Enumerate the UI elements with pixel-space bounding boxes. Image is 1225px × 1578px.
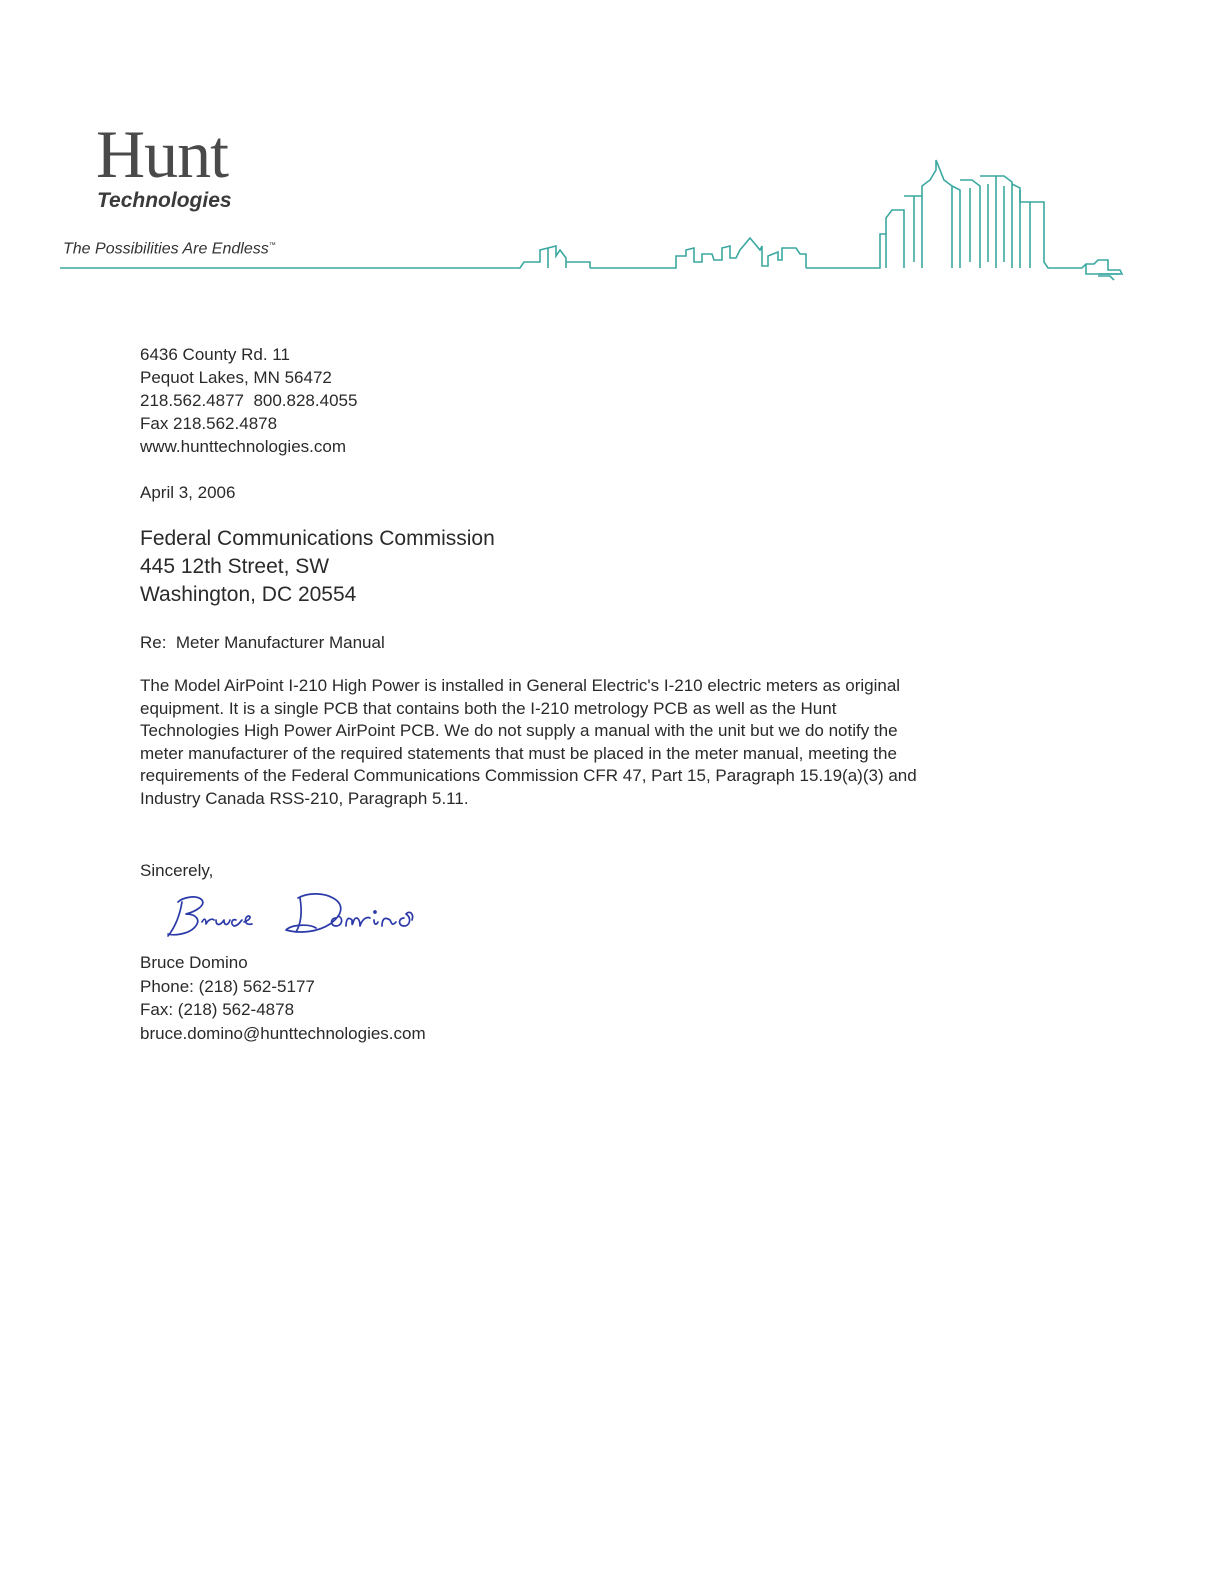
address-street: 6436 County Rd. 11: [140, 345, 290, 364]
body-line: Technologies High Power AirPoint PCB. We do not supply a manual with the unit but we do notify the: [140, 721, 898, 740]
logo-wordmark: Hunt: [96, 116, 228, 192]
address-website: www.hunttechnologies.com: [140, 437, 347, 456]
letter-date: April 3, 2006: [140, 483, 236, 502]
body-line: Industry Canada RSS-210, Paragraph 5.11.: [140, 788, 469, 808]
tagline-text: The Possibilities Are Endless: [63, 240, 269, 258]
trademark-mark: ™: [268, 242, 276, 249]
sender-contact-block: [140, 951, 426, 1045]
address-city: Pequot Lakes, MN 56472: [140, 368, 332, 387]
body-line: The Model AirPoint I-210 High Power is installed in General Electric's I-210 electric meters as original: [140, 676, 901, 695]
address-phones: 218.562.4877 800.828.4055: [140, 391, 358, 410]
subject-line: Re: Meter Manufacturer Manual: [140, 633, 385, 652]
recipient-name: Federal Communications Commission: [140, 527, 495, 550]
body-line: equipment. It is a single PCB that contains both the I-210 metrology PCB as well as the Hunt: [140, 698, 837, 718]
sender-address-block: [140, 343, 357, 458]
sender-fax: Fax: (218) 562-4878: [140, 1000, 295, 1019]
logo-subtitle: Technologies: [97, 189, 232, 212]
recipient-city: Washington, DC 20554: [140, 583, 357, 606]
sender-phone: Phone: (218) 562-5177: [140, 976, 315, 996]
closing: Sincerely,: [140, 861, 214, 880]
handwritten-signature: [160, 880, 460, 950]
address-fax: Fax 218.562.4878: [140, 414, 278, 433]
sender-email: bruce.domino@hunttechnologies.com: [140, 1023, 426, 1043]
skyline-rule-graphic: [0, 150, 1225, 290]
recipient-address-block: [140, 525, 495, 609]
body-line: meter manufacturer of the required statements that must be placed in the meter manual, meeting the: [140, 743, 897, 763]
recipient-street: 445 12th Street, SW: [140, 555, 330, 578]
letter-body: [140, 675, 1045, 810]
body-line: requirements of the Federal Communications Commission CFR 47, Part 15, Paragraph 15.19(a)(3) and: [140, 766, 917, 785]
sender-name: Bruce Domino: [140, 953, 248, 972]
